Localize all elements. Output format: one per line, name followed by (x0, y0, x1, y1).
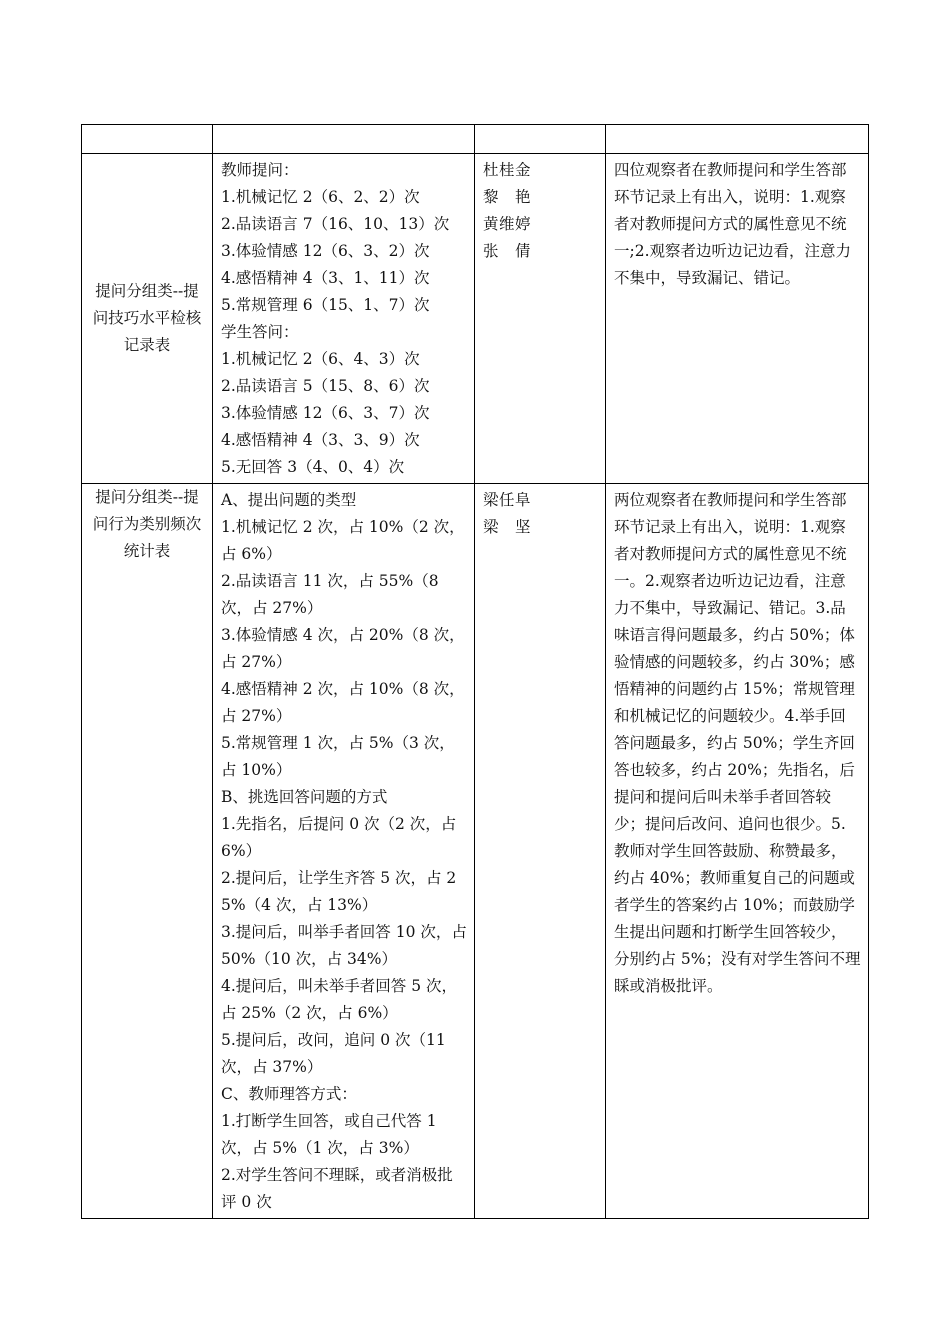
content-line: 2.品读语言 5（15、8、6）次 (221, 377, 430, 395)
table-row (82, 154, 869, 484)
content-line: 5.常规管理 6（15、1、7）次 (221, 296, 430, 314)
content-line: B、挑选回答问题的方式 (221, 788, 388, 806)
content-line: 4.感悟精神 2 次，占 10%（8 次，占 27%） (221, 680, 465, 725)
content-line: 4.提问后，叫未举手者回答 5 次，占 25%（2 次，占 6%） (221, 977, 458, 1022)
content-line: 3.提问后，叫举手者回答 10 次，占 50%（10 次，占 34%） (221, 923, 467, 968)
content-line: 2.品读语言 11 次，占 55%（8 次，占 27%） (221, 572, 439, 617)
observer-name: 梁 坚 (483, 518, 532, 536)
observation-table (81, 124, 869, 1219)
observer-name: 黎 艳 (483, 188, 532, 206)
content-line: C、教师理答方式： (221, 1085, 357, 1103)
content-line: A、提出问题的类型 (221, 491, 357, 509)
empty-cell (82, 125, 213, 154)
observer-name: 梁任阜 (483, 491, 532, 509)
analysis-text: 两位观察者在教师提问和学生答部环节记录上有出入，说明：1.观察者对教师提问方式的属性意见不统一。2.观察者边听边记边看，注意力不集中，导致漏记、错记。3.品味语言得问题最多，约占 50%；体验情感的问题较多，约占 30%；感悟精神的问题约占 15%；常规管理和机械记忆的问题较少。4.举手回答问题最多，约占 50%；学生齐回答也较多，约占 20%；先指名，后提问和提问后叫未举手者回答较少；提问后改问、追问也很少。5.教师对学生回答鼓励、称赞最多，约占 40%；教师重复自己的问题或者学生的答案约占 10%；而鼓励学生提出问题和打断学生回答较少，分别约占 5%；没有对学生答问不理睬或消极批评。 (614, 491, 861, 995)
analysis-cell (606, 154, 869, 484)
content-line: 2.品读语言 7（16、10、13）次 (221, 215, 450, 233)
observer-name: 张 倩 (483, 242, 532, 260)
observer-name: 黄维婷 (483, 215, 532, 233)
content-line: 教师提问： (221, 161, 299, 179)
content-line: 5.提问后，改问，追问 0 次（11 次，占 37%） (221, 1031, 446, 1076)
content-cell (213, 484, 475, 1219)
content-line: 3.体验情感 12（6、3、7）次 (221, 404, 430, 422)
content-line: 4.感悟精神 4（3、3、9）次 (221, 431, 420, 449)
content-line: 3.体验情感 12（6、3、2）次 (221, 242, 430, 260)
table-row (82, 484, 869, 1219)
observers-cell (475, 484, 606, 1219)
empty-cell (213, 125, 475, 154)
category-cell (82, 154, 213, 484)
observer-name: 杜桂金 (483, 161, 532, 179)
content-line: 5.无回答 3（4、0、4）次 (221, 458, 405, 476)
header-row-empty (82, 125, 869, 154)
content-line: 1.机械记忆 2 次，占 10%（2 次，占 6%） (221, 518, 465, 563)
category-label: 提问分组类--提问技巧水平检核记录表 (92, 282, 202, 354)
empty-cell (606, 125, 869, 154)
content-line: 4.感悟精神 4（3、1、11）次 (221, 269, 430, 287)
analysis-text: 四位观察者在教师提问和学生答部环节记录上有出入，说明：1.观察者对教师提问方式的属性意见不统一;2.观察者边听边记边看，注意力不集中，导致漏记、错记。 (614, 161, 852, 287)
observers-cell (475, 154, 606, 484)
content-line: 学生答问： (221, 323, 299, 341)
content-line: 1.机械记忆 2（6、4、3）次 (221, 350, 420, 368)
content-line: 2.提问后，让学生齐答 5 次，占 25%（4 次，占 13%） (221, 869, 457, 914)
content-line: 2.对学生答问不理睬，或者消极批评 0 次 (221, 1166, 453, 1211)
content-line: 3.体验情感 4 次，占 20%（8 次，占 27%） (221, 626, 465, 671)
content-line: 1.机械记忆 2（6、2、2）次 (221, 188, 420, 206)
empty-cell (475, 125, 606, 154)
category-cell (82, 484, 213, 1219)
content-line: 1.先指名，后提问 0 次（2 次，占 6%） (221, 815, 457, 860)
content-line: 1.打断学生回答，或自己代答 1 次，占 5%（1 次，占 3%） (221, 1112, 437, 1157)
content-cell (213, 154, 475, 484)
content-line: 5.常规管理 1 次，占 5%（3 次，占 10%） (221, 734, 455, 779)
analysis-cell (606, 484, 869, 1219)
category-label: 提问分组类--提问行为类别频次统计表 (92, 488, 202, 560)
